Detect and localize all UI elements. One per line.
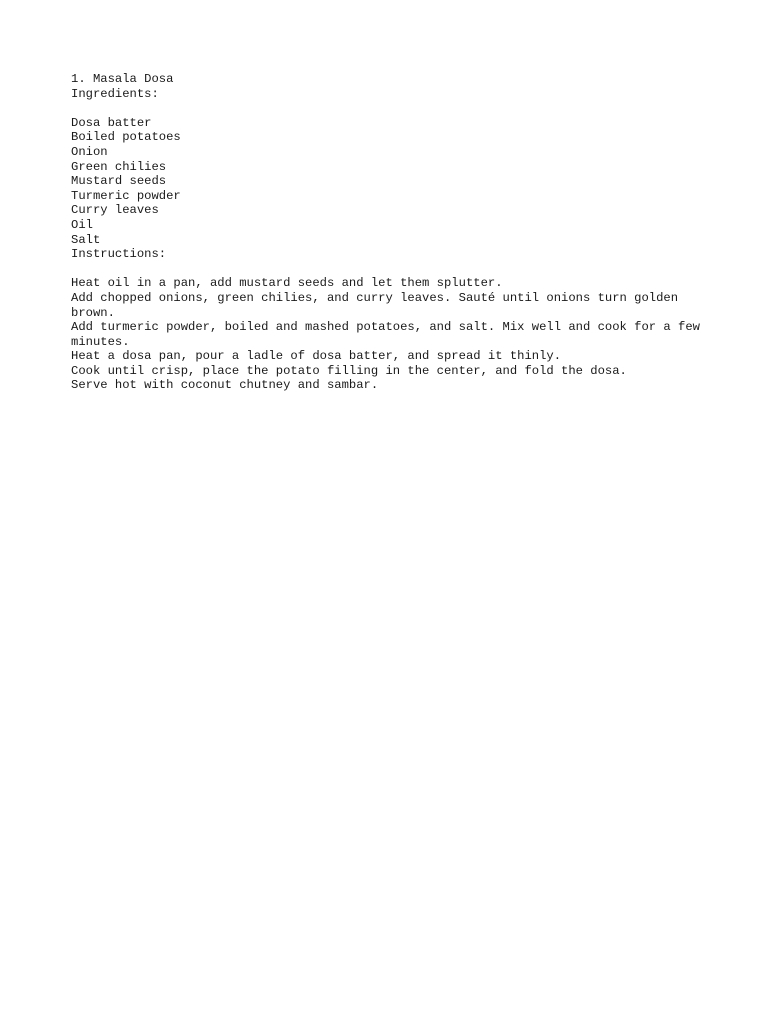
instruction-step: Heat a dosa pan, pour a ladle of dosa batter, and spread it thinly. bbox=[71, 349, 562, 364]
ingredient-item: Green chilies bbox=[71, 159, 167, 174]
ingredient-item: Dosa batter bbox=[71, 115, 152, 130]
ingredient-item: Salt bbox=[71, 232, 101, 247]
document-page bbox=[71, 72, 711, 393]
instruction-step: Serve hot with coconut chutney and sambar. bbox=[71, 378, 379, 393]
blank-line bbox=[71, 262, 711, 277]
ingredient-item: Oil bbox=[71, 217, 93, 232]
ingredient-item: Curry leaves bbox=[71, 203, 159, 218]
ingredients-heading: Ingredients: bbox=[71, 86, 159, 101]
blank-line bbox=[71, 101, 711, 116]
instruction-step: Add turmeric powder, boiled and mashed potatoes, and salt. Mix well and cook for a few minutes. bbox=[71, 320, 708, 349]
ingredient-item: Mustard seeds bbox=[71, 174, 167, 189]
instruction-step: Cook until crisp, place the potato filling in the center, and fold the dosa. bbox=[71, 363, 627, 378]
instruction-step: Add chopped onions, green chilies, and curry leaves. Sauté until onions turn golden brown. bbox=[71, 290, 686, 320]
instructions-list bbox=[71, 276, 711, 393]
ingredient-item: Onion bbox=[71, 144, 108, 159]
ingredients-list bbox=[71, 116, 711, 247]
instruction-step: Heat oil in a pan, add mustard seeds and let them splutter. bbox=[71, 276, 503, 291]
ingredient-item: Boiled potatoes bbox=[71, 130, 181, 145]
ingredient-item: Turmeric powder bbox=[71, 188, 181, 203]
instructions-heading: Instructions: bbox=[71, 247, 167, 262]
recipe-title: 1. Masala Dosa bbox=[71, 72, 174, 86]
